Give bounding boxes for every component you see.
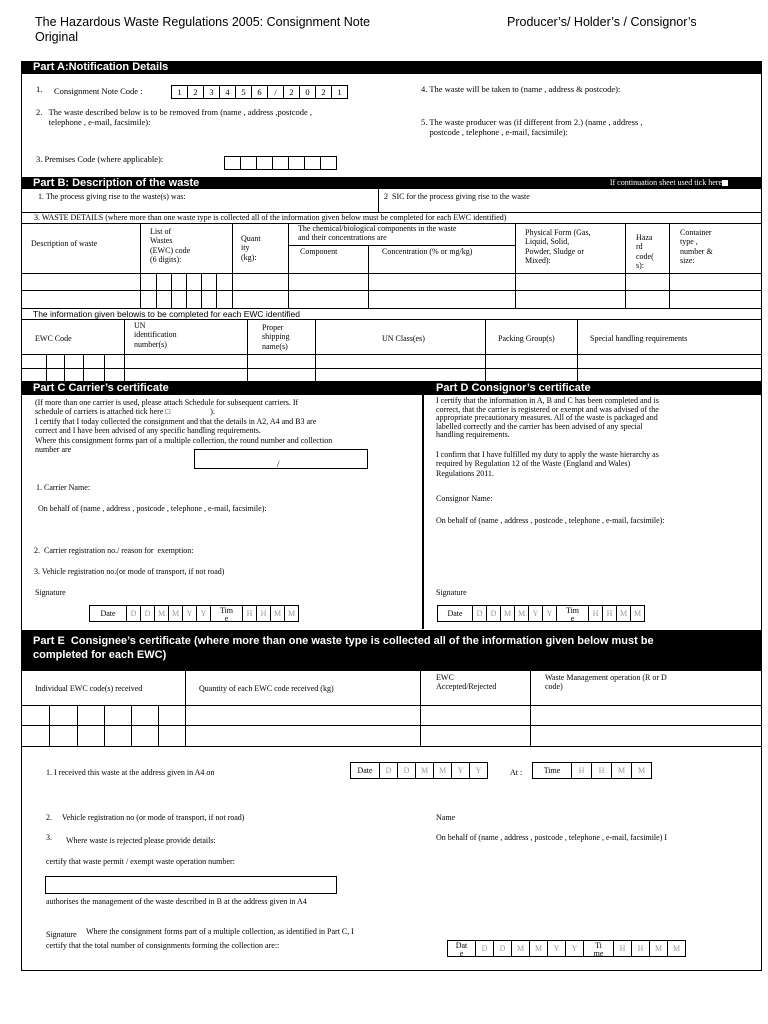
m[interactable]: M xyxy=(270,605,285,622)
carrier-registration-label: 2. Carrier registration no./ reason for exemption: xyxy=(34,546,194,555)
received-date[interactable] xyxy=(350,762,488,779)
h[interactable]: H xyxy=(571,762,592,779)
consignor-signature-label: Signature xyxy=(436,588,467,597)
rejected-details-label: Where waste is rejected please provide details: xyxy=(66,836,216,845)
at-label: At : xyxy=(510,768,523,777)
round-collection-field[interactable] xyxy=(194,449,368,469)
consignee-on-behalf-label: On behalf of (name , address , postcode , telephone , e-mail, facsimile) I xyxy=(436,833,668,842)
d[interactable]: D xyxy=(126,605,141,622)
col-container: Container type , number & size: xyxy=(680,228,713,266)
code-char[interactable]: 5 xyxy=(235,85,252,99)
time-label: Time xyxy=(532,762,572,779)
part-b-title: Part B: Description of the waste xyxy=(33,177,200,189)
col-list-of-wastes: List of Wastes (EWC) code (6 digits): xyxy=(150,227,191,265)
part-d-hierarchy-text: I confirm that I have fulfilled my duty to apply the waste hierarchy as required by Regulation 12 of the Waste (England and Wales) Regulations 2011. xyxy=(436,450,659,478)
consignor-on-behalf-label: On behalf of (name , address , postcode , telephone , e-mail, facsimile): xyxy=(436,516,665,525)
y[interactable]: Y xyxy=(565,940,584,957)
date-label: Dat e xyxy=(447,940,476,957)
part-d-header: Part D Consignor’s certificate xyxy=(424,381,762,395)
m[interactable]: M xyxy=(154,605,169,622)
col-description: Description of waste xyxy=(31,239,98,248)
part-d-certificate-text: I certify that the information in A, B and C has been completed and is correct, that the carrier is registered or exempt and was advised of the appropriate precautionary measures. All of the waste is packaged and labelled correctly and the carrier has been advised of any special handling requirements. xyxy=(436,396,659,440)
received-label: 1. I received this waste at the address given in A4 on xyxy=(46,768,215,777)
part-b-q1: 1. The process giving rise to the waste(s) was: xyxy=(38,192,186,201)
part-a-q4: 4. The waste will be taken to (name , address & postcode): xyxy=(421,84,621,94)
y[interactable]: Y xyxy=(469,762,488,779)
carrier-datetime[interactable] xyxy=(89,605,299,622)
time-label: Tim e xyxy=(210,605,243,622)
ewc-info-line: The information given belowis to be completed for each EWC identified xyxy=(33,309,300,319)
code-char[interactable]: 3 xyxy=(203,85,220,99)
part-c-header: Part C Carrier’s certificate xyxy=(21,381,422,395)
h[interactable]: H xyxy=(256,605,271,622)
permit-label: certify that waste permit / exempt waste operation number: xyxy=(46,857,235,866)
form-title: The Hazardous Waste Regulations 2005: Consignment Note xyxy=(35,15,371,29)
h[interactable]: H xyxy=(588,605,603,622)
m[interactable]: M xyxy=(284,605,299,622)
date-label: Date xyxy=(89,605,127,622)
consignor-datetime[interactable] xyxy=(437,605,645,622)
part-a-q2: 2. The waste described below is to be removed from (name , address ,postcode , telephone , e-mail, facsimile): xyxy=(36,107,313,127)
d[interactable]: D xyxy=(140,605,155,622)
part-a-header: Part A:Notification Details xyxy=(21,61,762,74)
y[interactable]: Y xyxy=(182,605,197,622)
total-consignments-label: certify that the total number of consignments forming the collection are:: xyxy=(46,941,280,950)
consignment-code-field[interactable] xyxy=(171,85,348,99)
code-char[interactable]: 4 xyxy=(219,85,236,99)
y[interactable]: Y xyxy=(528,605,543,622)
consignee-name-label: Name xyxy=(436,813,456,822)
d[interactable]: D xyxy=(379,762,398,779)
m[interactable]: M xyxy=(616,605,631,622)
consignee-signature-label: Signature xyxy=(46,930,77,939)
h[interactable]: H xyxy=(591,762,612,779)
col-quantity: Quant ity (kg): xyxy=(241,234,261,262)
permit-number-field[interactable] xyxy=(45,876,337,894)
code-char[interactable]: 2 xyxy=(283,85,300,99)
col-physical-form: Physical Form (Gas, Liquid, Solid, Powder, Sludge or Mixed): xyxy=(525,228,591,266)
col-concentration: Concentration (% or mg/kg) xyxy=(382,247,473,256)
carrier-signature-label: Signature xyxy=(35,588,66,597)
code-char[interactable]: 2 xyxy=(315,85,332,99)
copy-recipient: Producer’s/ Holder’s / Consignor’s xyxy=(507,15,697,29)
y[interactable]: Y xyxy=(196,605,211,622)
code-char[interactable]: 6 xyxy=(251,85,268,99)
col-management-operation: Waste Management operation (R or D code) xyxy=(545,673,667,692)
m[interactable]: M xyxy=(415,762,434,779)
code-char[interactable]: 2 xyxy=(187,85,204,99)
part-b-q2: 2 SIC for the process giving rise to the waste xyxy=(384,192,530,201)
part-a-q3: 3. Premises Code (where applicable): xyxy=(36,154,164,164)
d[interactable]: D xyxy=(472,605,487,622)
m[interactable]: M xyxy=(500,605,515,622)
col-shipping-name: Proper shipping name(s) xyxy=(262,323,290,351)
h[interactable]: H xyxy=(613,940,632,957)
code-char[interactable]: 1 xyxy=(331,85,348,99)
m[interactable]: M xyxy=(631,762,652,779)
col-ewc-received: Individual EWC code(s) received xyxy=(35,684,143,693)
m[interactable]: M xyxy=(667,940,686,957)
m[interactable]: M xyxy=(649,940,668,957)
col-accepted-rejected: EWC Accepted/Rejected xyxy=(436,673,497,692)
date-label: Date xyxy=(350,762,380,779)
part-e-q3-number: 3. xyxy=(46,833,52,842)
d[interactable]: D xyxy=(475,940,494,957)
part-b-header xyxy=(21,177,762,189)
d[interactable]: D xyxy=(486,605,501,622)
multiple-collection-label: Where the consignment forms part of a multiple collection, as identified in Part C, I xyxy=(86,927,354,936)
m[interactable]: M xyxy=(168,605,183,622)
continuation-checkbox[interactable] xyxy=(722,180,728,186)
m[interactable]: M xyxy=(611,762,632,779)
part-c-certificate-text: (If more than one carrier is used, please attach Schedule for subsequent carriers. If schedule of carriers is attached tick here □ ). I certify that I today collected the consignment and that the details in A2, A4 and B3 are correct and I have been advised of any specific handling requirements. Where this consignment forms part of a multiple collection, the round number and collection number are xyxy=(35,398,333,455)
part-a-q5: 5. The waste producer was (if different from 2.) (name , address , postcode , telephone , e-mail, facsimile): xyxy=(421,117,643,137)
code-char[interactable]: 0 xyxy=(299,85,316,99)
m[interactable]: M xyxy=(514,605,529,622)
carrier-name-label: 1. Carrier Name: xyxy=(36,483,90,492)
received-time[interactable] xyxy=(532,762,652,779)
col-packing-group: Packing Group(s) xyxy=(498,334,555,343)
m[interactable]: M xyxy=(529,940,548,957)
waste-details-heading: 3. WASTE DETAILS (where more than one waste type is collected all of the information given below must be completed for each EWC identified) xyxy=(34,213,507,222)
authorises-label: authorises the management of the waste described in B at the address given in A4 xyxy=(46,897,307,906)
code-char[interactable]: 1 xyxy=(171,85,188,99)
y[interactable]: Y xyxy=(547,940,566,957)
m[interactable]: M xyxy=(630,605,645,622)
col-hazard-code: Haza rd code( s): xyxy=(636,233,654,271)
time-label: Ti me xyxy=(583,940,614,957)
consignee-datetime[interactable] xyxy=(447,940,686,957)
form-copy-type: Original xyxy=(35,30,79,44)
m[interactable]: M xyxy=(511,940,530,957)
col-quantity-received: Quantity of each EWC code received (kg) xyxy=(199,684,334,693)
col-chemical: The chemical/biological components in the waste and their concentrations are xyxy=(298,224,457,243)
premises-code-field[interactable] xyxy=(224,156,337,170)
h[interactable]: H xyxy=(602,605,617,622)
round-collection-separator: / xyxy=(277,459,280,469)
h[interactable]: H xyxy=(631,940,650,957)
consignor-name-label: Consignor Name: xyxy=(436,494,493,503)
part-a-q1-number: 1. xyxy=(36,84,43,94)
continuation-sheet-label: If continuation sheet used tick here xyxy=(609,178,722,187)
vehicle-registration-label: 3. Vehicle registration no.(or mode of transport, if not road) xyxy=(34,567,225,576)
h[interactable]: H xyxy=(242,605,257,622)
consignment-code-label: Consignment Note Code : xyxy=(54,86,143,96)
code-char[interactable]: / xyxy=(267,85,284,99)
carrier-on-behalf-label: On behalf of (name , address , postcode , telephone , e-mail, facsimile): xyxy=(38,504,267,513)
consignee-vehicle-label: 2. Vehicle registration no (or mode of transport, if not road) xyxy=(46,813,245,822)
time-label: Tim e xyxy=(556,605,589,622)
col-ewc-code: EWC Code xyxy=(35,334,72,343)
d[interactable]: D xyxy=(397,762,416,779)
y[interactable]: Y xyxy=(542,605,557,622)
d[interactable]: D xyxy=(493,940,512,957)
col-un-id: UN identification number(s) xyxy=(134,321,177,349)
y[interactable]: Y xyxy=(451,762,470,779)
col-special-handling: Special handling requirements xyxy=(590,334,688,343)
part-e-header: Part E Consignee’s certificate (where more than one waste type is collected all of the information given below must be completed for each EWC) xyxy=(21,630,762,671)
m[interactable]: M xyxy=(433,762,452,779)
col-un-class: UN Class(es) xyxy=(382,334,425,343)
date-label: Date xyxy=(437,605,473,622)
col-component: Component xyxy=(300,247,338,256)
